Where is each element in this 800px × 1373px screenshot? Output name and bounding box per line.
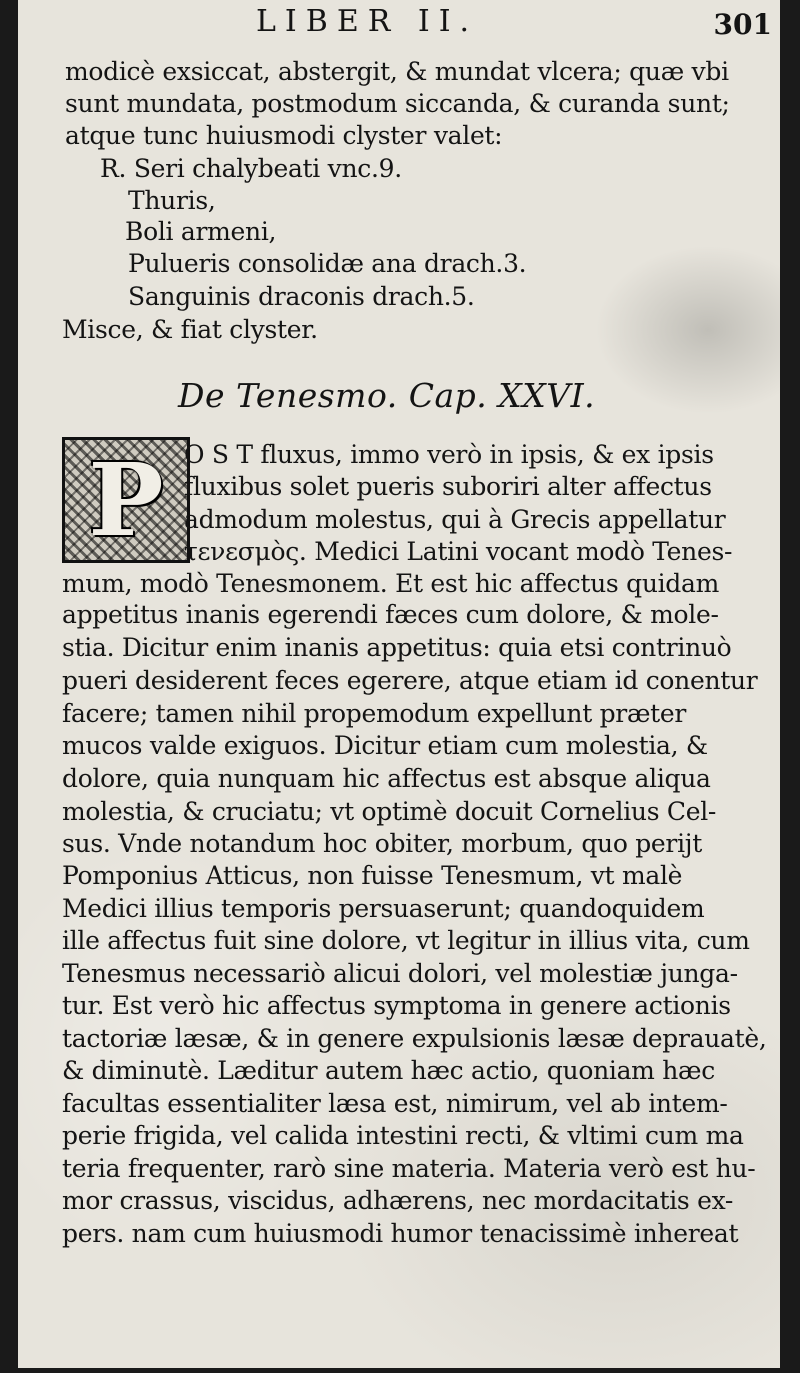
decorated-initial — [62, 437, 190, 563]
text-line: tactoriæ læsæ, & in genere expulsionis læsæ deprauatè, — [62, 1024, 767, 1053]
text-line: perie frigida, vel calida intestini recti, & vltimi cum ma — [62, 1121, 744, 1150]
text-line: pueri desiderent feces egerere, atque etiam id conentur — [62, 666, 758, 695]
text-line: τενεσμὸς. Medici Latini vocant modò Tenes- — [184, 537, 733, 566]
text-line: ille affectus fuit sine dolore, vt legitur in illius vita, cum — [62, 926, 750, 955]
initial-letter: P — [88, 441, 164, 559]
text-line: sus. Vnde notandum hoc obiter, morbum, quo perijt — [62, 829, 702, 858]
text-line: facultas essentialiter læsa est, nimirum, vel ab intem- — [62, 1089, 728, 1118]
text-line: modicè exsiccat, abstergit, & mundat vlcera; quæ vbi — [65, 57, 729, 86]
text-line: O S T fluxus, immo verò in ipsis, & ex ipsis — [184, 440, 714, 469]
text-line: fluxibus solet pueris suboriri alter affectus — [184, 472, 712, 501]
text-line: facere; tamen nihil propemodum expellunt præter — [62, 699, 687, 728]
recipe-line: R. Seri chalybeati vnc.9. — [100, 154, 402, 183]
text-line: stia. Dicitur enim inanis appetitus: quia etsi contrinuò — [62, 633, 732, 662]
text-line: mucos valde exiguos. Dicitur etiam cum molestia, & — [62, 731, 708, 760]
recipe-closing: Misce, & fiat clyster. — [62, 315, 318, 344]
recipe-line: Boli armeni, — [125, 217, 277, 246]
text-line: teria frequenter, rarò sine materia. Materia verò est hu- — [62, 1154, 756, 1183]
text-line: mor crassus, viscidus, adhærens, nec mordacitatis ex- — [62, 1186, 734, 1215]
text-line: tur. Est verò hic affectus symptoma in genere actionis — [62, 991, 731, 1020]
text-line: appetitus inanis egerendi fæces cum dolore, & mole- — [62, 600, 719, 629]
text-line: & diminutè. Læditur autem hæc actio, quoniam hæc — [62, 1056, 715, 1085]
running-title: LIBER II. — [256, 4, 479, 39]
text-line: mum, modò Tenesmonem. Et est hic affectus quidam — [62, 569, 720, 598]
recipe-line: Sanguinis draconis drach.5. — [128, 282, 475, 311]
recipe-line: Thuris, — [128, 186, 216, 215]
page-number: 301 — [713, 8, 772, 41]
text-line: Tenesmus necessariò alicui dolori, vel molestiæ junga- — [62, 959, 738, 988]
recipe-line: Pulueris consolidæ ana drach.3. — [128, 249, 527, 278]
text-line: pers. nam cum huiusmodi humor tenacissimè inhereat — [62, 1219, 739, 1248]
text-line: atque tunc huiusmodi clyster valet: — [65, 121, 503, 150]
text-line: Medici illius temporis persuaserunt; quandoquidem — [62, 894, 705, 923]
text-line: sunt mundata, postmodum siccanda, & curanda sunt; — [65, 89, 730, 118]
text-line: molestia, & cruciatu; vt optimè docuit Cornelius Cel- — [62, 797, 717, 826]
page-header — [18, 2, 780, 42]
chapter-heading: De Tenesmo. Cap. XXVI. — [178, 376, 596, 415]
text-line: admodum molestus, qui à Grecis appellatur — [184, 505, 726, 534]
book-page — [18, 0, 780, 1368]
text-line: Pomponius Atticus, non fuisse Tenesmum, vt malè — [62, 861, 683, 890]
text-line: dolore, quia nunquam hic affectus est absque aliqua — [62, 764, 711, 793]
